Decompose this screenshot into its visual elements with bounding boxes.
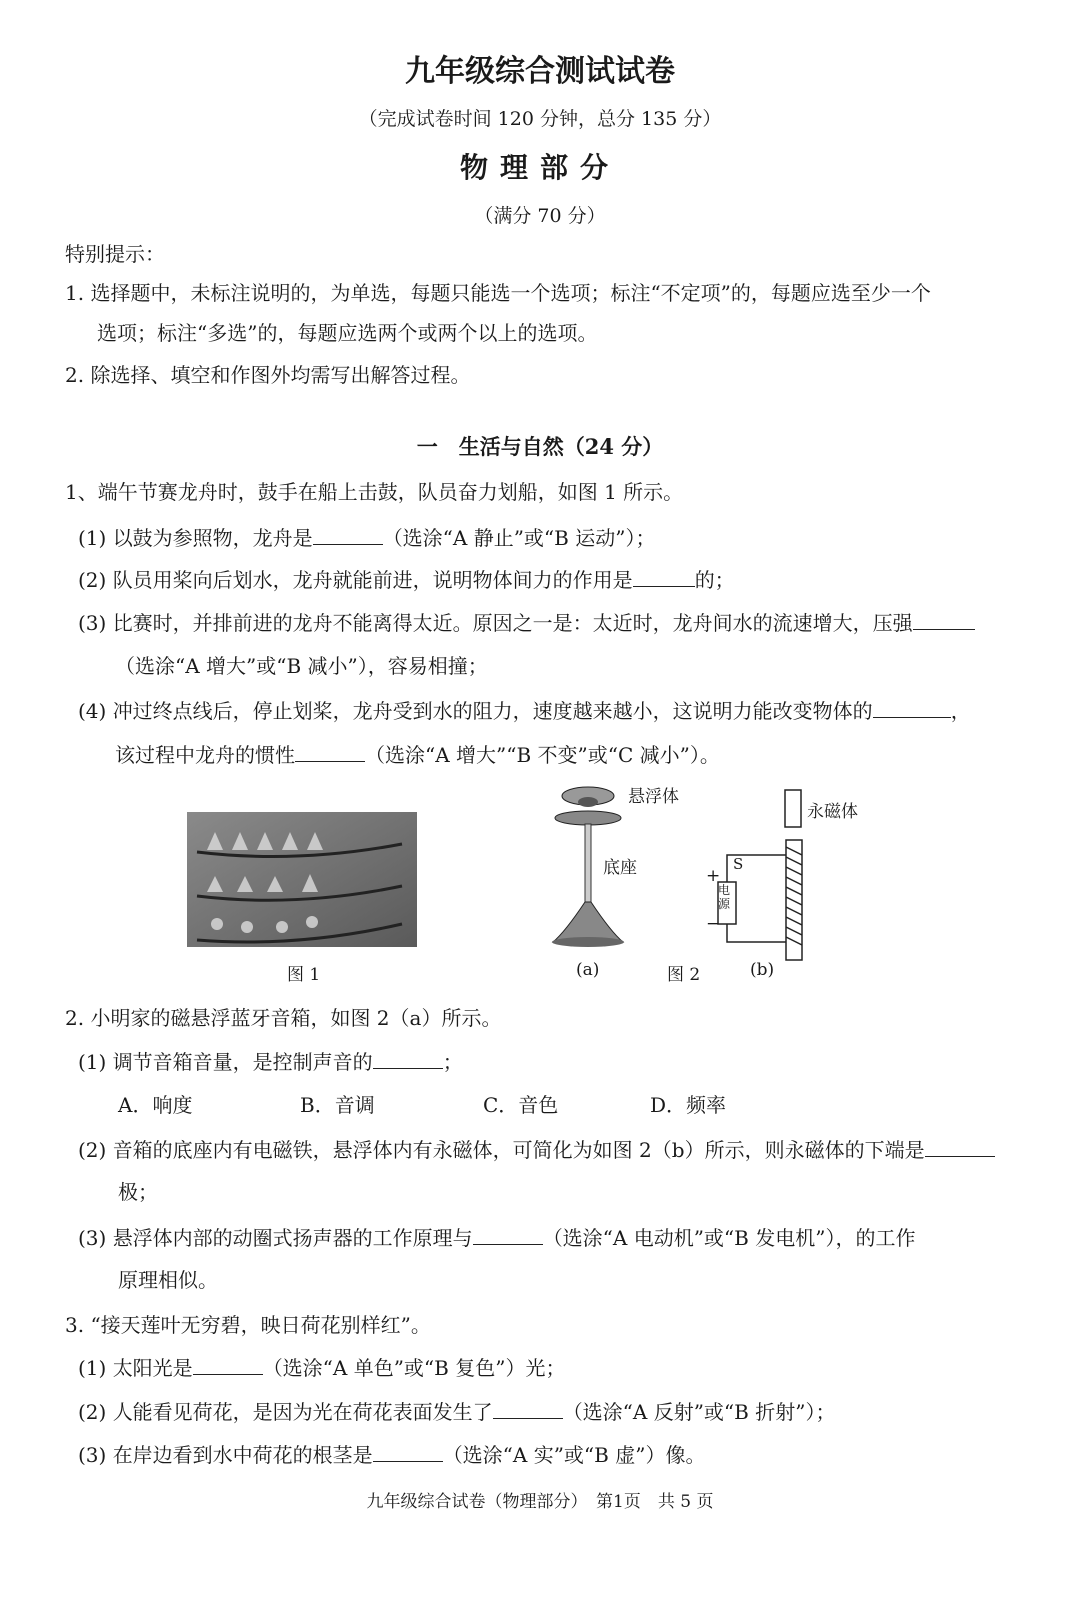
- q2-stem: 2. 小明家的磁悬浮蓝牙音箱，如图 2（a）所示。: [65, 1006, 502, 1030]
- q3-stem: 3. “接天莲叶无穷碧，映日荷花别样红”。: [65, 1313, 431, 1337]
- q2-p1-text: (1) 调节音箱音量，是控制声音的: [78, 1050, 373, 1074]
- label-permanent-magnet: 永磁体: [807, 802, 858, 822]
- exam-subtitle: （完成试卷时间 120 分钟，总分 135 分）: [358, 108, 722, 130]
- q1-stem: 1、端午节赛龙舟时，鼓手在船上击鼓，队员奋力划船，如图 1 所示。: [65, 480, 684, 504]
- q1-part4-cont: [115, 741, 720, 769]
- q2-part2-cont: 极；: [118, 1180, 158, 1204]
- answer-blank[interactable]: [193, 1356, 263, 1375]
- notice-item-2: 2. 除选择、填空和作图外均需写出解答过程。: [65, 363, 471, 387]
- q2-option-d[interactable]: D．频率: [650, 1093, 727, 1117]
- q2-p3-post: （选涂“A 电动机”或“B 发电机”），的工作: [542, 1226, 916, 1250]
- q2-p3-text: (3) 悬浮体内部的动圈式扬声器的工作原理与: [78, 1226, 473, 1250]
- dragon-boat-photo: [187, 812, 417, 947]
- q3-p3-post: （选涂“A 实”或“B 虚”）像。: [442, 1443, 706, 1467]
- q2-option-b[interactable]: B．音调: [300, 1093, 375, 1117]
- answer-blank[interactable]: [373, 1050, 443, 1069]
- q1-part3: [78, 609, 975, 637]
- q2-p2-text: (2) 音箱的底座内有电磁铁，悬浮体内有永磁体，可简化为如图 2（b）所示，则永磁体的下端是: [78, 1138, 925, 1162]
- fig2-caption: 图 2: [667, 965, 701, 985]
- q2-part3-cont: 原理相似。: [118, 1268, 218, 1292]
- part-title: 物理部分: [459, 151, 620, 184]
- answer-blank[interactable]: [473, 1226, 543, 1245]
- q3-p2-post: （选涂“A 反射”或“B 折射”）；: [562, 1400, 836, 1424]
- q3-p3-text: (3) 在岸边看到水中荷花的根茎是: [78, 1443, 373, 1467]
- label-base: 底座: [603, 858, 637, 878]
- q1-p1-text: (1) 以鼓为参照物，龙舟是: [78, 526, 313, 550]
- fig2a-caption: (a): [576, 960, 600, 980]
- q2-part3: [78, 1224, 915, 1252]
- answer-blank[interactable]: [373, 1443, 443, 1462]
- notice-item-1-cont: 选项；标注“多选”的，每题应选两个或两个以上的选项。: [97, 321, 598, 345]
- q1-p3-text: (3) 比赛时，并排前进的龙舟不能离得太近。原因之一是：太近时，龙舟间水的流速增大，压强: [78, 611, 913, 635]
- q1-part3-cont: （选涂“A 增大”或“B 减小”），容易相撞；: [115, 654, 488, 678]
- notice-item-1: 1. 选择题中，未标注说明的，为单选，每题只能选一个选项；标注“不定项”的，每题应选至少一个: [65, 281, 931, 305]
- q2-p1-post: ；: [442, 1050, 463, 1074]
- q1-p2-post: 的；: [694, 568, 735, 592]
- answer-blank[interactable]: [493, 1400, 563, 1419]
- label-power-source: 电源: [718, 883, 731, 911]
- q2-part1: [78, 1048, 463, 1076]
- q3-part3: [78, 1441, 705, 1469]
- q2-option-c[interactable]: C．音色: [483, 1093, 559, 1117]
- fig2b-caption: (b): [750, 960, 775, 980]
- page-footer: 九年级综合试卷（物理部分） 第1页 共 5 页: [366, 1492, 714, 1512]
- q3-part1: [78, 1354, 565, 1382]
- q1-p4-post: ，: [950, 699, 971, 723]
- answer-blank[interactable]: [295, 743, 365, 762]
- q1-p4-text: (4) 冲过终点线后，停止划桨，龙舟受到水的阻力，速度越来越小，这说明力能改变物体的: [78, 699, 873, 723]
- label-plus: +: [706, 866, 721, 886]
- answer-blank[interactable]: [925, 1138, 995, 1157]
- answer-blank[interactable]: [313, 526, 383, 545]
- q1-part4: [78, 697, 971, 725]
- answer-blank[interactable]: [633, 568, 695, 587]
- exam-title: 九年级综合测试试卷: [405, 54, 675, 89]
- q1-p4-line2: 该过程中龙舟的惯性: [115, 743, 295, 767]
- fig1-caption: 图 1: [287, 965, 321, 985]
- full-score: （满分 70 分）: [474, 205, 606, 227]
- answer-blank[interactable]: [873, 699, 951, 718]
- q1-p1-post: （选涂“A 静止”或“B 运动”）；: [382, 526, 656, 550]
- label-float-body: 悬浮体: [628, 787, 679, 807]
- label-minus: −: [706, 914, 721, 934]
- q2-option-a[interactable]: A．响度: [118, 1093, 193, 1117]
- q3-p2-text: (2) 人能看见荷花，是因为光在荷花表面发生了: [78, 1400, 493, 1424]
- q2-part2: [78, 1136, 995, 1164]
- q1-part1: [78, 524, 655, 552]
- label-switch-s: S: [733, 855, 744, 873]
- section-title: 一 生活与自然（24 分）: [416, 434, 664, 459]
- notice-heading: 特别提示：: [65, 242, 165, 266]
- answer-blank[interactable]: [913, 611, 975, 630]
- q1-part2: [78, 566, 735, 594]
- q1-p4-line2-post: （选涂“A 增大”“B 不变”或“C 减小”）。: [365, 743, 720, 767]
- q3-p1-text: (1) 太阳光是: [78, 1356, 193, 1380]
- q3-part2: [78, 1398, 835, 1426]
- q3-p1-post: （选涂“A 单色”或“B 复色”）光；: [262, 1356, 566, 1380]
- q1-p2-text: (2) 队员用桨向后划水，龙舟就能前进，说明物体间力的作用是: [78, 568, 633, 592]
